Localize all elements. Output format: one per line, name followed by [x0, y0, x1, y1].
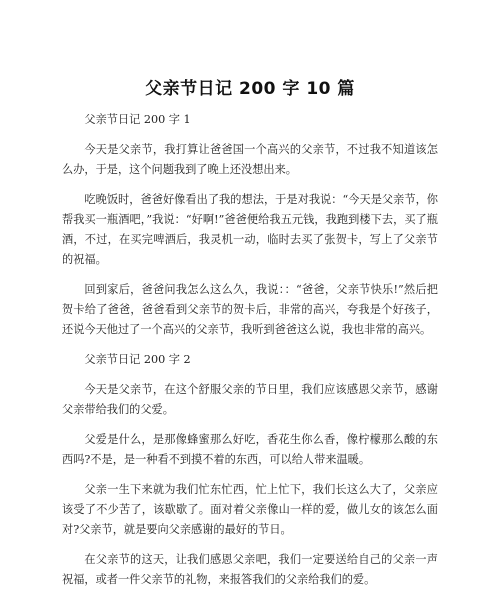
paragraph: 吃晚饭时，爸爸好像看出了我的想法，于是对我说：“今天是父亲节，你帮我买一瓶酒吧，”我说：“好啊!”爸爸便给我五元钱，我跑到楼下去，买了瓶酒，不过，在买完啤酒后，我灵机一动，临时去买了张贺卡，写上了父亲节的祝福。 [62, 193, 438, 266]
paragraph: 父爱是什么，是那像蜂蜜那么好吃，香花生你么香，像柠檬那么酸的东西吗?不是，是一种看不到摸不着的东西，可以给人带来温暖。 [62, 433, 438, 466]
paragraph: 今天是父亲节，我打算让爸爸国一个高兴的父亲节，不过我不知道该怎么办，于是，这个问题我到了晚上还没想出来。 [62, 143, 438, 176]
document-body [62, 110, 438, 600]
paragraph: 在父亲节的这天，让我们感恩父亲吧，我们一定要送给自己的父亲一声祝福，或者一件父亲节的礼物，来报答我们的父亲给我们的爱。 [62, 553, 438, 586]
section-heading-2: 父亲节日记 200 字 2 [84, 353, 191, 366]
document-title: 父亲节日记 200 字 10 篇 [145, 79, 355, 99]
section-heading-1: 父亲节日记 200 字 1 [84, 113, 191, 126]
paragraph: 父亲一生下来就为我们忙东忙西，忙上忙下，我们长这么大了，父亲应该受了不少苦了，该歇歇了。面对着父亲像山一样的爱，做儿女的该怎么面对?父亲节，就是要向父亲感谢的最好的节日。 [62, 483, 438, 536]
paragraph: 今天是父亲节，在这个舒服父亲的节日里，我们应该感恩父亲节，感谢父亲带给我们的父爱。 [62, 383, 438, 416]
paragraph: 回到家后，爸爸问我怎么这么久，我说：：“爸爸，父亲节快乐!”然后把贺卡给了爸爸，爸爸看到父亲节的贺卡后，非常的高兴，夸我是个好孩子，还说今天他过了一个高兴的父亲节，我听到爸爸这么说，我也非常的高兴。 [62, 283, 438, 336]
